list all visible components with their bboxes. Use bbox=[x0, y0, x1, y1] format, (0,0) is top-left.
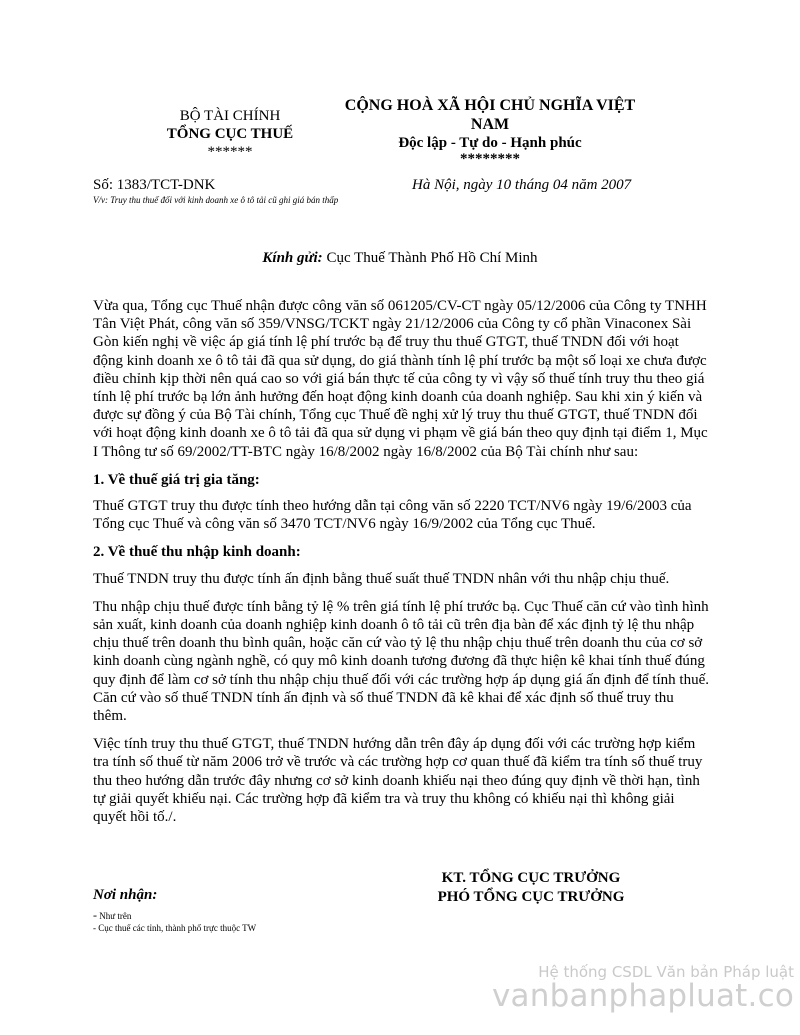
ministry-name: BỘ TÀI CHÍNH bbox=[179, 108, 281, 124]
document-number: Số: 1383/TCT-DNK bbox=[93, 177, 216, 193]
signature-block bbox=[390, 869, 672, 907]
department-name: TỔNG CỤC THUẾ bbox=[166, 126, 294, 142]
issuer-block bbox=[130, 107, 330, 161]
document-date: Hà Nội, ngày 10 tháng 04 năm 2007 bbox=[412, 177, 632, 193]
national-heading bbox=[340, 96, 640, 166]
addressee bbox=[0, 250, 800, 267]
section-1-paragraph: Thuế GTGT truy thu được tính theo hướng dẫn tại công văn số 2220 TCT/NV6 ngày 19/6/2003 của Tổng cục Thuế và công văn số 3470 TCT/NV6 ngày 16/9/2002 của Tổng cục Thuế. bbox=[93, 498, 692, 533]
recipients-list bbox=[93, 909, 256, 934]
closing-paragraph: Việc tính truy thu thuế GTGT, thuế TNDN hướng dẫn trên đây áp dụng đối với các trường hợp kiểm tra tính số thuế từ năm 2006 trở về trước và các trường hợp cơ quan thuế đã kiểm tra tính số thuế truy thu theo hướng dẫn trước đây nhưng cơ sở kinh doanh khiếu nại theo đúng quy định về thời hạn, tình tự giải quyết khiếu nại. Các trường hợp đã kiểm tra và truy thu không có khiếu nại thì không giải quyết hồi tố./. bbox=[93, 736, 703, 826]
intro-paragraph: Vừa qua, Tổng cục Thuế nhận được công văn số 061205/CV-CT ngày 05/12/2006 của Công ty TNHH Tân Việt Phát, công văn số 359/VNSG/TCKT ngày 21/12/2006 của Công ty cổ phần Vinaconex Sài Gòn kiến nghị về việc áp giá tính lệ phí trước bạ để truy thu thuế GTGT, thuế TNDN đối với hoạt động kinh doanh xe ô tô tải đã qua sử dụng, do giá thành tính lệ phí trước bạ một số loại xe chưa được điều chỉnh kịp thời nên quá cao so với giá bán thực tế của công ty vì vậy số thuế tính truy thu theo giá tính lệ phí trước bạ lớn ảnh hưởng đến hoạt động kinh doanh của doanh nghiệp. Sau khi xin ý kiến và được sự đồng ý của Bộ Tài chính, Tổng cục Thuế đề nghị xử lý truy thu thuế GTGT, thuế TNDN đối với hoạt động kinh doanh xe ô tô tải đã qua sử dụng vi phạm về giá bán theo quy định tại điểm 1, Mục I Thông tư số 69/2002/TT-BTC ngày 16/8/2002 ngày 16/8/2002 của Bộ Tài chính như sau: bbox=[93, 298, 708, 460]
addressee-label: Kính gửi: bbox=[262, 250, 323, 266]
letter-body bbox=[93, 297, 711, 836]
watermark-site: vanbanphapluat.co bbox=[492, 978, 794, 1014]
recipient-dash: - bbox=[93, 908, 97, 922]
national-motto: Độc lập - Tự do - Hạnh phúc bbox=[398, 135, 582, 151]
signature-line-2: PHÓ TỔNG CỤC TRƯỞNG bbox=[437, 889, 625, 905]
section-2-heading: 2. Về thuế thu nhập kinh doanh: bbox=[93, 544, 301, 561]
section-2-paragraph-1: Thuế TNDN truy thu được tính ấn định bằng thuế suất thuế TNDN nhân với thu nhập chịu thuế. bbox=[93, 570, 670, 587]
section-1-heading: 1. Về thuế giá trị gia tăng: bbox=[93, 471, 260, 488]
watermark-caption: Hệ thống CSDL Văn bản Pháp luật bbox=[538, 963, 794, 981]
recipient-item: - Như trên bbox=[93, 908, 132, 922]
recipient-item: - Cục thuế các tỉnh, thành phố trực thuộc TW bbox=[93, 923, 257, 933]
document-subject: V/v: Truy thu thuế đối với kinh doanh xe ô tô tải cũ ghi giá bán thấp bbox=[93, 195, 339, 205]
addressee-name: Cục Thuế Thành Phố Hồ Chí Minh bbox=[326, 250, 538, 266]
recipients-title: Nơi nhận: bbox=[93, 887, 158, 903]
motto-separator: ******** bbox=[460, 151, 520, 167]
signature-line-1: KT. TỔNG CỤC TRƯỞNG bbox=[441, 870, 621, 886]
issuer-separator: ****** bbox=[207, 144, 253, 160]
republic-title: CỘNG HOÀ XÃ HỘI CHỦ NGHĨA VIỆT NAM bbox=[344, 97, 636, 133]
section-2-paragraph-2: Thu nhập chịu thuế được tính bằng tỷ lệ % trên giá tính lệ phí trước bạ. Cục Thuế căn cứ vào tình hình sản xuất, kinh doanh của doanh nghiệp kinh doanh ô tô tải cũ trên địa bàn để xác định tỷ lệ thu nhập chịu thuế trên doanh thu bình quân, hoặc căn cứ vào tỷ lệ thu nhập chịu thuế trên doanh thu của cơ sở kinh doanh cùng ngành nghề, có quy mô kinh doanh tương đương đã thực hiện kê khai tính thuế đúng quy định để làm cơ sở tính thu nhập chịu thuế đối với các trường hợp áp dụng giá ấn định để tính thuế. Căn cứ vào số thuế TNDN tính ấn định và số thuế TNDN đã kê khai để xác định số thuế truy thu thêm. bbox=[93, 598, 710, 725]
